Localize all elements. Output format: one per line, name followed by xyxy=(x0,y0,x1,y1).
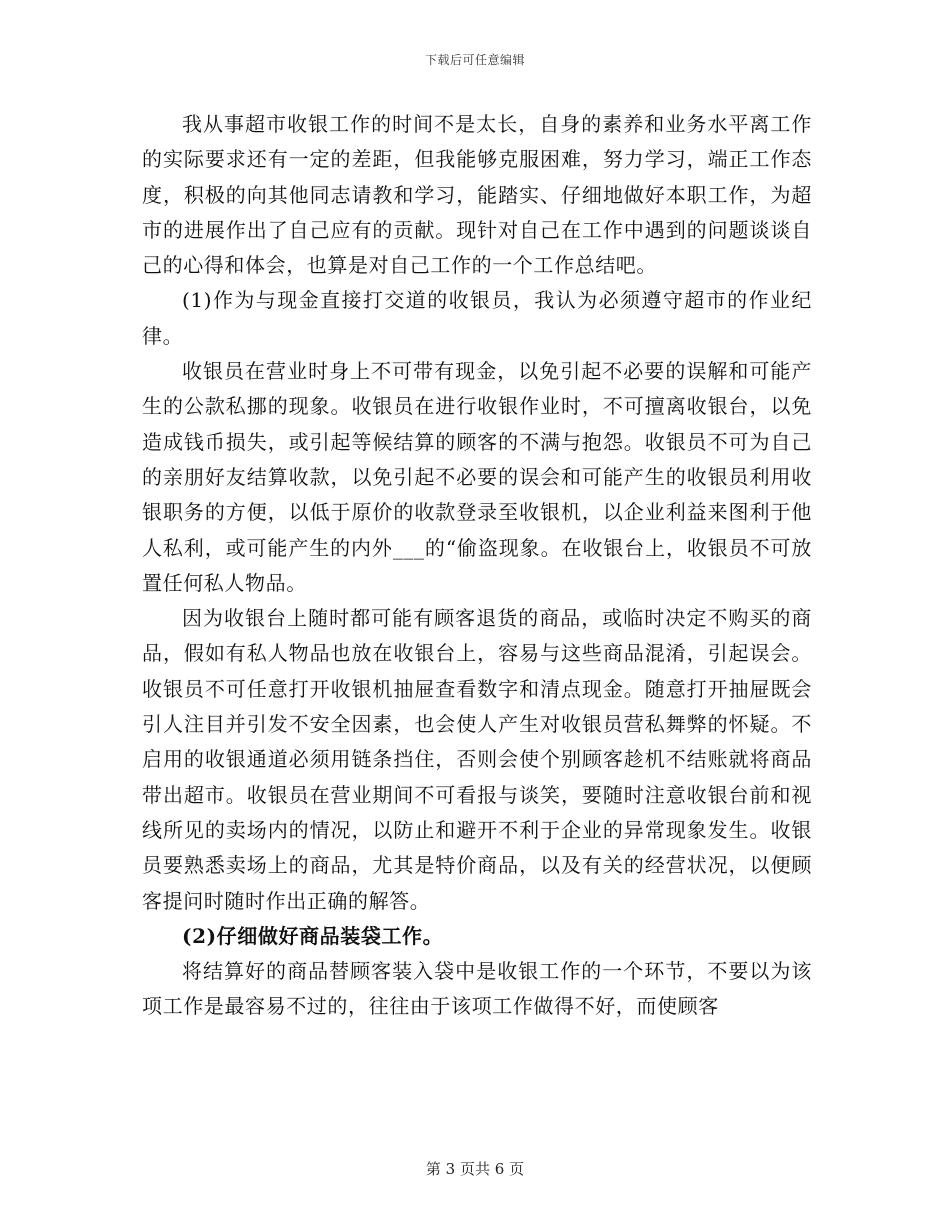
paragraph: 因为收银台上随时都可能有顾客退货的商品，或临时决定不购买的商品，假如有私人物品也放在收银台上，容易与这些商品混淆，引起误会。收银员不可任意打开收银机抽屉查看数字和清点现金。随意打开抽屉既会引人注目并引发不安全因素，也会使人产生对收银员营私舞弊的怀疑。不启用的收银通道必须用链条挡住，否则会使个别顾客趁机不结账就将商品带出超市。收银员在营业期间不可看报与谈笑，要随时注意收银台前和视线所见的卖场内的情况，以防止和避开不利于企业的异常现象发生。收银员要熟悉卖场上的商品，尤其是特价商品，以及有关的经营状况，以便顾客提问时随时作出正确的解答。 xyxy=(142,606,812,913)
page-header: 下载后可任意编辑 xyxy=(424,53,525,67)
page-footer: 第 3 页共 6 页 xyxy=(425,1160,525,1178)
paragraph: 将结算好的商品替顾客装入袋中是收银工作的一个环节，不要以为该项工作是最容易不过的，往往由于该项工作做得不好，而使顾客 xyxy=(142,959,812,1019)
section-heading: (2)仔细做好商品装袋工作。 xyxy=(182,923,444,948)
paragraph: 收银员在营业时身上不可带有现金，以免引起不必要的误解和可能产生的公款私挪的现象。收银员在进行收银作业时，不可擅离收银台，以免造成钱币损失，或引起等候结算的顾客的不满与抱怨。收银员不可为自己的亲朋好友结算收款，以免引起不必要的误会和可能产生的收银员利用收银职务的方便，以低于原价的收款登录至收银机，以企业利益来图利于他人私利，或可能产生的内外___的“偷盗现象。在收银台上，收银员不可放置任何私人物品。 xyxy=(142,359,812,595)
paragraph: (1)作为与现金直接打交道的收银员，我认为必须遵守超市的作业纪律。 xyxy=(142,288,812,348)
document-body xyxy=(142,107,812,1025)
paragraph: 我从事超市收银工作的时间不是太长，自身的素养和业务水平离工作的实际要求还有一定的差距，但我能够克服困难，努力学习，端正工作态度，积极的向其他同志请教和学习，能踏实、仔细地做好本职工作，为超市的进展作出了自己应有的贡献。现针对自己在工作中遇到的问题谈谈自己的心得和体会，也算是对自己工作的一个工作总结吧。 xyxy=(142,112,812,278)
